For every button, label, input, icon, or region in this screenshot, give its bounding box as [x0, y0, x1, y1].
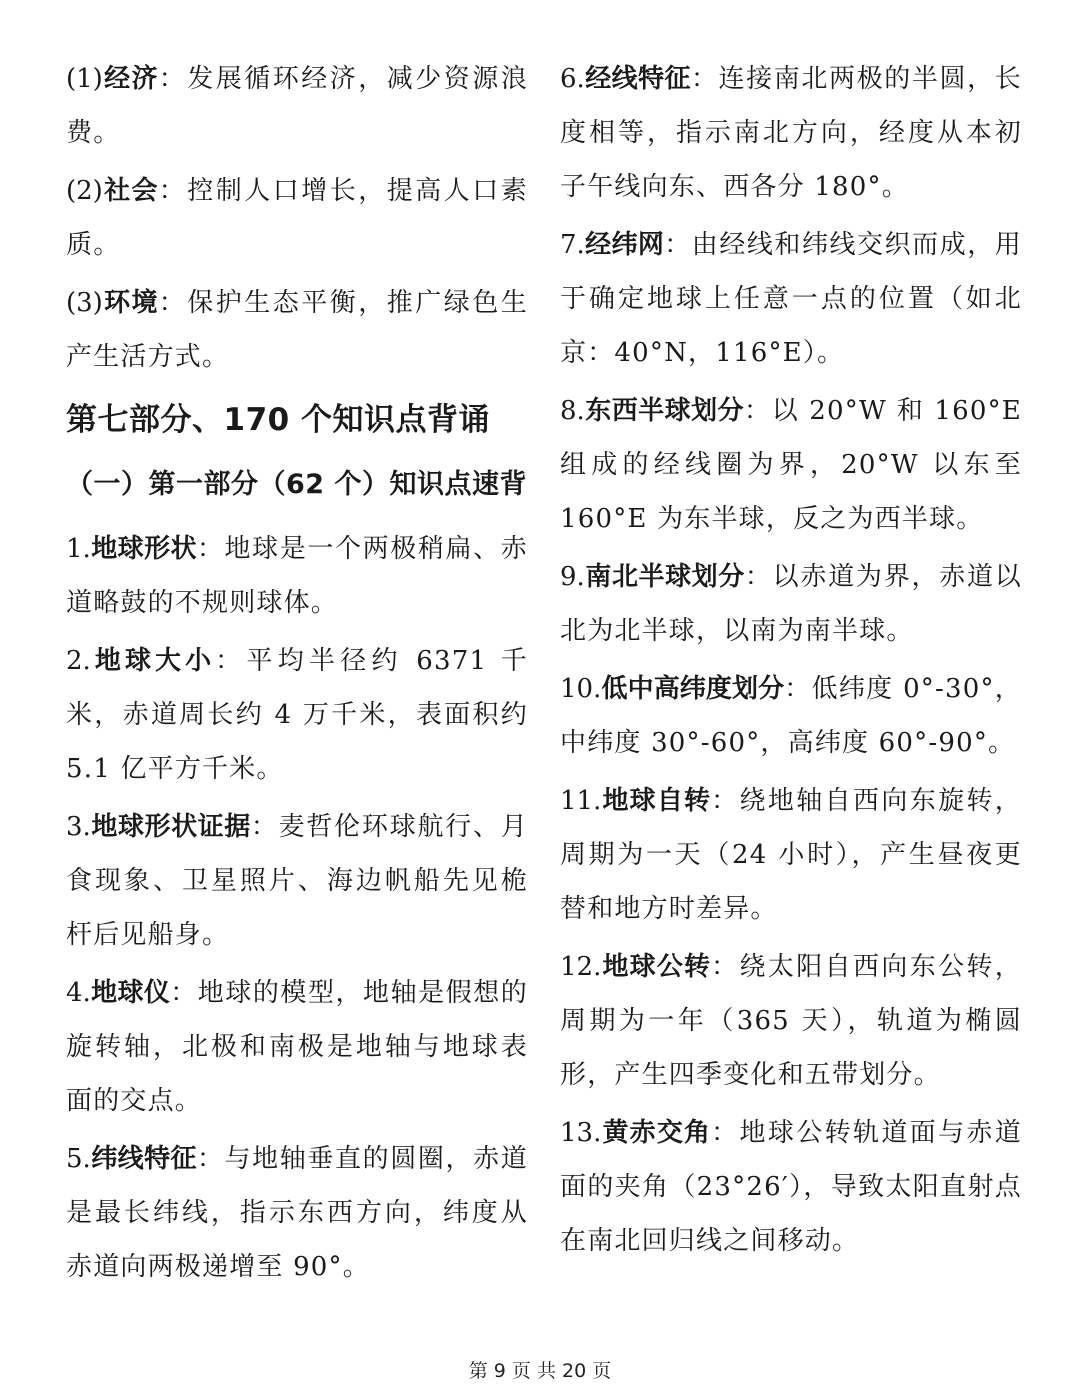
knowledge-point: 13.黄赤交角：地球公转轨道面与赤道面的夹角（23°26′），导致太阳直射点在南北回归线之间移动。 — [560, 1118, 1022, 1256]
intro-item: (1)经济：发展循环经济，减少资源浪费。 — [66, 64, 528, 148]
page-number: 第 9 页 共 20 页 — [468, 1360, 612, 1382]
knowledge-point: 1.地球形状：地球是一个两极稍扁、赤道略鼓的不规则球体。 — [66, 534, 528, 618]
right-column — [560, 52, 1022, 1272]
knowledge-point: 7.经纬网：由经线和纬线交织而成，用于确定地球上任意一点的位置（如北京：40°N，116°E）。 — [560, 230, 1022, 368]
left-column — [66, 52, 528, 1298]
knowledge-point: 8.东西半球划分：以 20°W 和 160°E 组成的经线圈为界，20°W 以东至 160°E 为东半球，反之为西半球。 — [560, 396, 1022, 534]
knowledge-point: 4.地球仪：地球的模型，地轴是假想的旋转轴，北极和南极是地轴与地球表面的交点。 — [66, 978, 528, 1116]
section-title: 第七部分、170 个知识点背诵 — [66, 402, 491, 438]
knowledge-point: 10.低中高纬度划分：低纬度 0°-30°，中纬度 30°-60°，高纬度 60°-90°。 — [560, 674, 1022, 758]
subsection-title: （一）第一部分（62 个）知识点速背 — [66, 469, 527, 500]
knowledge-point: 2.地球大小：平均半径约 6371 千米，赤道周长约 4 万千米，表面积约 5.1 亿平方千米。 — [66, 646, 528, 784]
intro-item: (3)环境：保护生态平衡，推广绿色生产生活方式。 — [66, 288, 528, 372]
intro-item: (2)社会：控制人口增长，提高人口素质。 — [66, 176, 528, 260]
knowledge-point: 5.纬线特征：与地轴垂直的圆圈，赤道是最长纬线，指示东西方向，纬度从赤道向两极递增至 90°。 — [66, 1144, 528, 1282]
knowledge-point: 11.地球自转：绕地轴自西向东旋转，周期为一天（24 小时），产生昼夜更替和地方时差异。 — [560, 786, 1022, 924]
knowledge-point: 12.地球公转：绕太阳自西向东公转，周期为一年（365 天），轨道为椭圆形，产生四季变化和五带划分。 — [560, 952, 1022, 1090]
knowledge-point: 6.经线特征：连接南北两极的半圆，长度相等，指示南北方向，经度从本初子午线向东、西各分 180°。 — [560, 64, 1022, 202]
knowledge-point: 9.南北半球划分：以赤道为界，赤道以北为北半球，以南为南半球。 — [560, 562, 1022, 646]
knowledge-point: 3.地球形状证据：麦哲伦环球航行、月食现象、卫星照片、海边帆船先见桅杆后见船身。 — [66, 812, 528, 950]
